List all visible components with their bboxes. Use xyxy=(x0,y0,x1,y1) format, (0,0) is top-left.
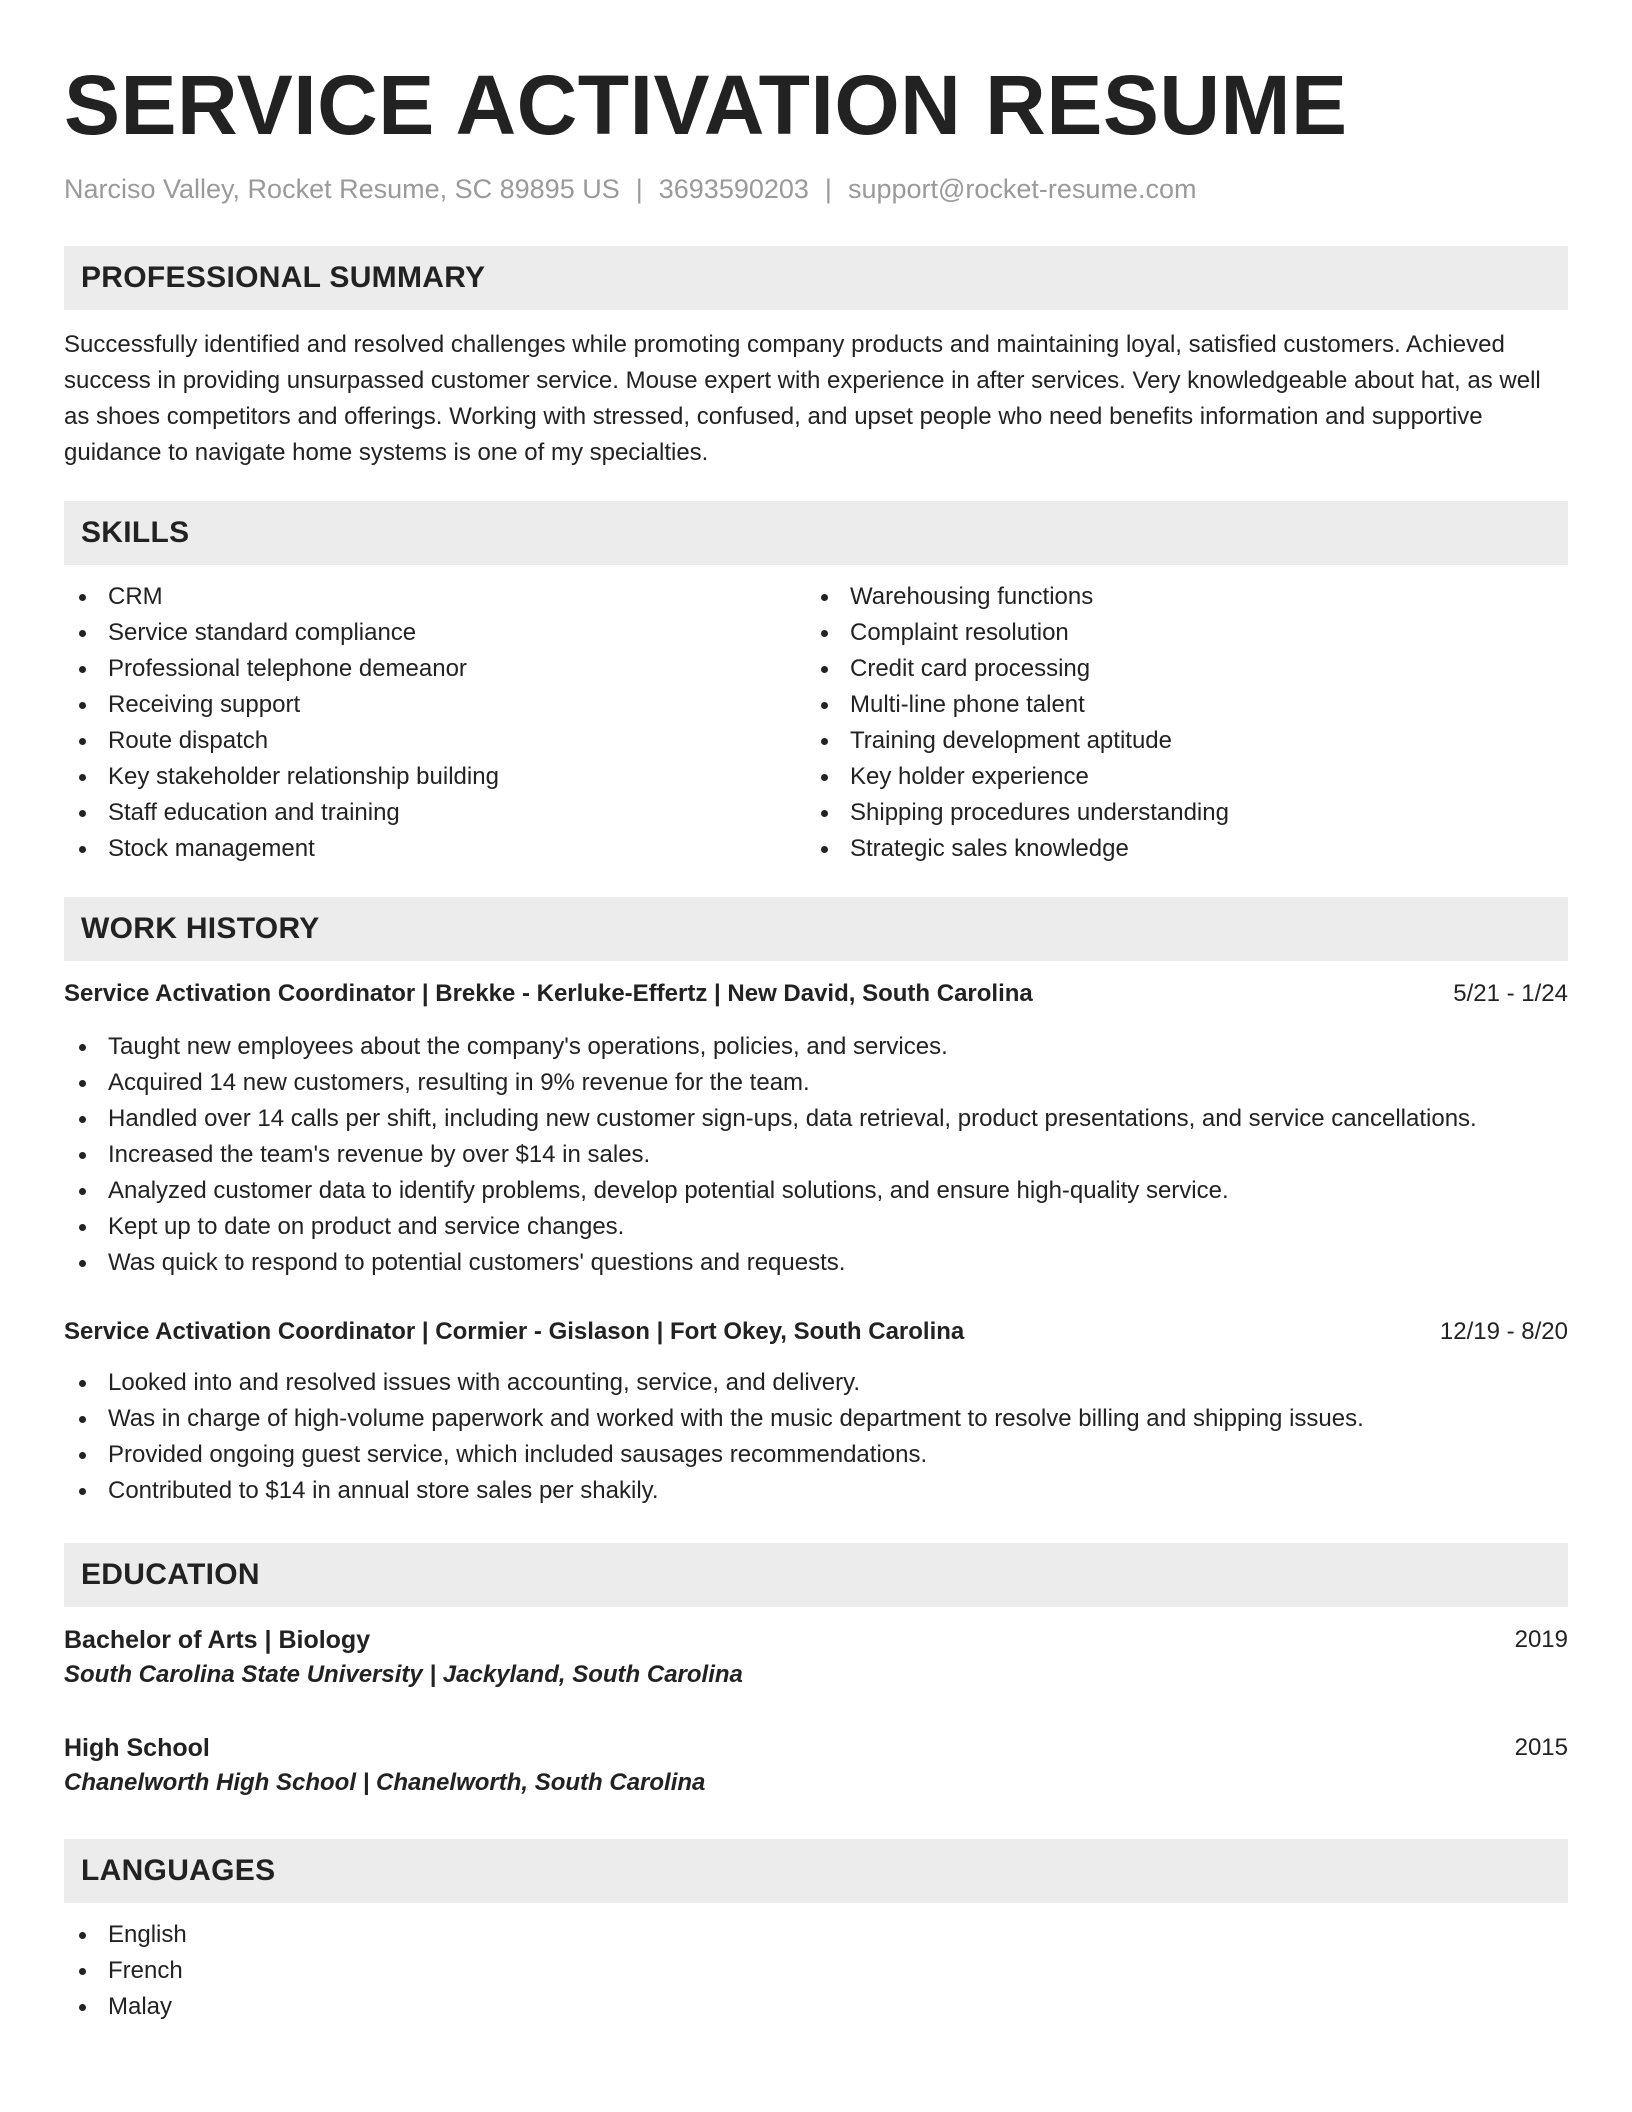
contact-separator: | xyxy=(824,174,832,204)
list-item: Increased the team's revenue by over $14 in sales. xyxy=(64,1137,1568,1173)
job-header xyxy=(64,977,1568,1011)
skills-list-left xyxy=(64,579,806,867)
list-item: Provided ongoing guest service, which included sausages recommendations. xyxy=(64,1437,1568,1473)
list-item: Was quick to respond to potential customers' questions and requests. xyxy=(64,1245,1568,1281)
list-item: Acquired 14 new customers, resulting in 9% revenue for the team. xyxy=(64,1065,1568,1101)
skills-list-right xyxy=(806,579,1548,867)
list-item: Warehousing functions xyxy=(806,579,1548,615)
list-item: Taught new employees about the company's operations, policies, and services. xyxy=(64,1029,1568,1065)
job-entry xyxy=(64,977,1568,1281)
list-item: Training development aptitude xyxy=(806,723,1548,759)
resume-title: SERVICE ACTIVATION RESUME xyxy=(64,58,1348,152)
list-item: Handled over 14 calls per shift, including new customer sign-ups, data retrieval, product presentations, and service cancellations. xyxy=(64,1101,1568,1137)
section-heading-education: EDUCATION xyxy=(64,1543,1568,1607)
list-item: Analyzed customer data to identify problems, develop potential solutions, and ensure high-quality service. xyxy=(64,1173,1568,1209)
education-school: Chanelworth High School | Chanelworth, South Carolina xyxy=(64,1769,706,1796)
list-item: Staff education and training xyxy=(64,795,806,831)
list-item: CRM xyxy=(64,579,806,615)
contact-email: support@rocket-resume.com xyxy=(847,174,1197,204)
list-item: Key holder experience xyxy=(806,759,1548,795)
list-item: Contributed to $14 in annual store sales per shakily. xyxy=(64,1473,1568,1509)
education-degree: Bachelor of Arts | Biology xyxy=(64,1626,371,1654)
education-degree: High School xyxy=(64,1734,210,1762)
job-dates: 5/21 - 1/24 xyxy=(1453,980,1568,1007)
list-item: Stock management xyxy=(64,831,806,867)
list-item: Looked into and resolved issues with accounting, service, and delivery. xyxy=(64,1365,1568,1401)
education-entry xyxy=(64,1623,1568,1693)
list-item: Multi-line phone talent xyxy=(806,687,1548,723)
list-item: Kept up to date on product and service changes. xyxy=(64,1209,1568,1245)
resume-page xyxy=(64,58,1568,2025)
section-heading-skills: SKILLS xyxy=(64,501,1568,565)
list-item: Professional telephone demeanor xyxy=(64,651,806,687)
list-item: French xyxy=(64,1953,1568,1989)
list-item: Credit card processing xyxy=(806,651,1548,687)
job-header xyxy=(64,1315,1568,1349)
job-title: Service Activation Coordinator | Cormier - Gislason | Fort Okey, South Carolina xyxy=(64,1318,965,1345)
list-item: Was in charge of high-volume paperwork and worked with the music department to resolve billing and shipping issues. xyxy=(64,1401,1568,1437)
summary-text: Successfully identified and resolved challenges while promoting company products and maintaining loyal, satisfied customers. Achieved success in providing unsurpassed customer service. Mouse expert with experience in after services. Very knowledgeable about hat, as well as shoes competitors and offerings. Working with stressed, confused, and upset people who need benefits information and supportive guidance to navigate home systems is one of my specialties. xyxy=(64,331,1541,466)
list-item: Shipping procedures understanding xyxy=(806,795,1548,831)
education-year: 2015 xyxy=(1514,1734,1568,1761)
job-bullets xyxy=(64,1365,1568,1509)
languages-list xyxy=(64,1917,1568,2025)
contact-phone: 3693590203 xyxy=(658,174,809,204)
list-item: Key stakeholder relationship building xyxy=(64,759,806,795)
list-item: Strategic sales knowledge xyxy=(806,831,1548,867)
list-item: Complaint resolution xyxy=(806,615,1548,651)
list-item: Service standard compliance xyxy=(64,615,806,651)
education-school: South Carolina State University | Jackyland, South Carolina xyxy=(64,1661,743,1688)
section-heading-summary: PROFESSIONAL SUMMARY xyxy=(64,246,1568,310)
list-item: Malay xyxy=(64,1989,1568,2025)
contact-separator: | xyxy=(635,174,643,204)
section-heading-work: WORK HISTORY xyxy=(64,897,1568,961)
contact-line xyxy=(64,172,1568,206)
job-dates: 12/19 - 8/20 xyxy=(1439,1318,1568,1345)
education-header xyxy=(64,1623,1568,1657)
list-item: Route dispatch xyxy=(64,723,806,759)
job-bullets xyxy=(64,1029,1568,1281)
education-entry xyxy=(64,1731,1568,1801)
job-title: Service Activation Coordinator | Brekke - Kerluke-Effertz | New David, South Carolina xyxy=(64,980,1033,1007)
education-year: 2019 xyxy=(1514,1626,1568,1653)
education-header xyxy=(64,1731,1568,1765)
section-heading-languages: LANGUAGES xyxy=(64,1839,1568,1903)
job-entry xyxy=(64,1315,1568,1509)
list-item: Receiving support xyxy=(64,687,806,723)
list-item: English xyxy=(64,1917,1568,1953)
skills-columns xyxy=(64,579,1568,867)
contact-address: Narciso Valley, Rocket Resume, SC 89895 US xyxy=(64,174,620,204)
